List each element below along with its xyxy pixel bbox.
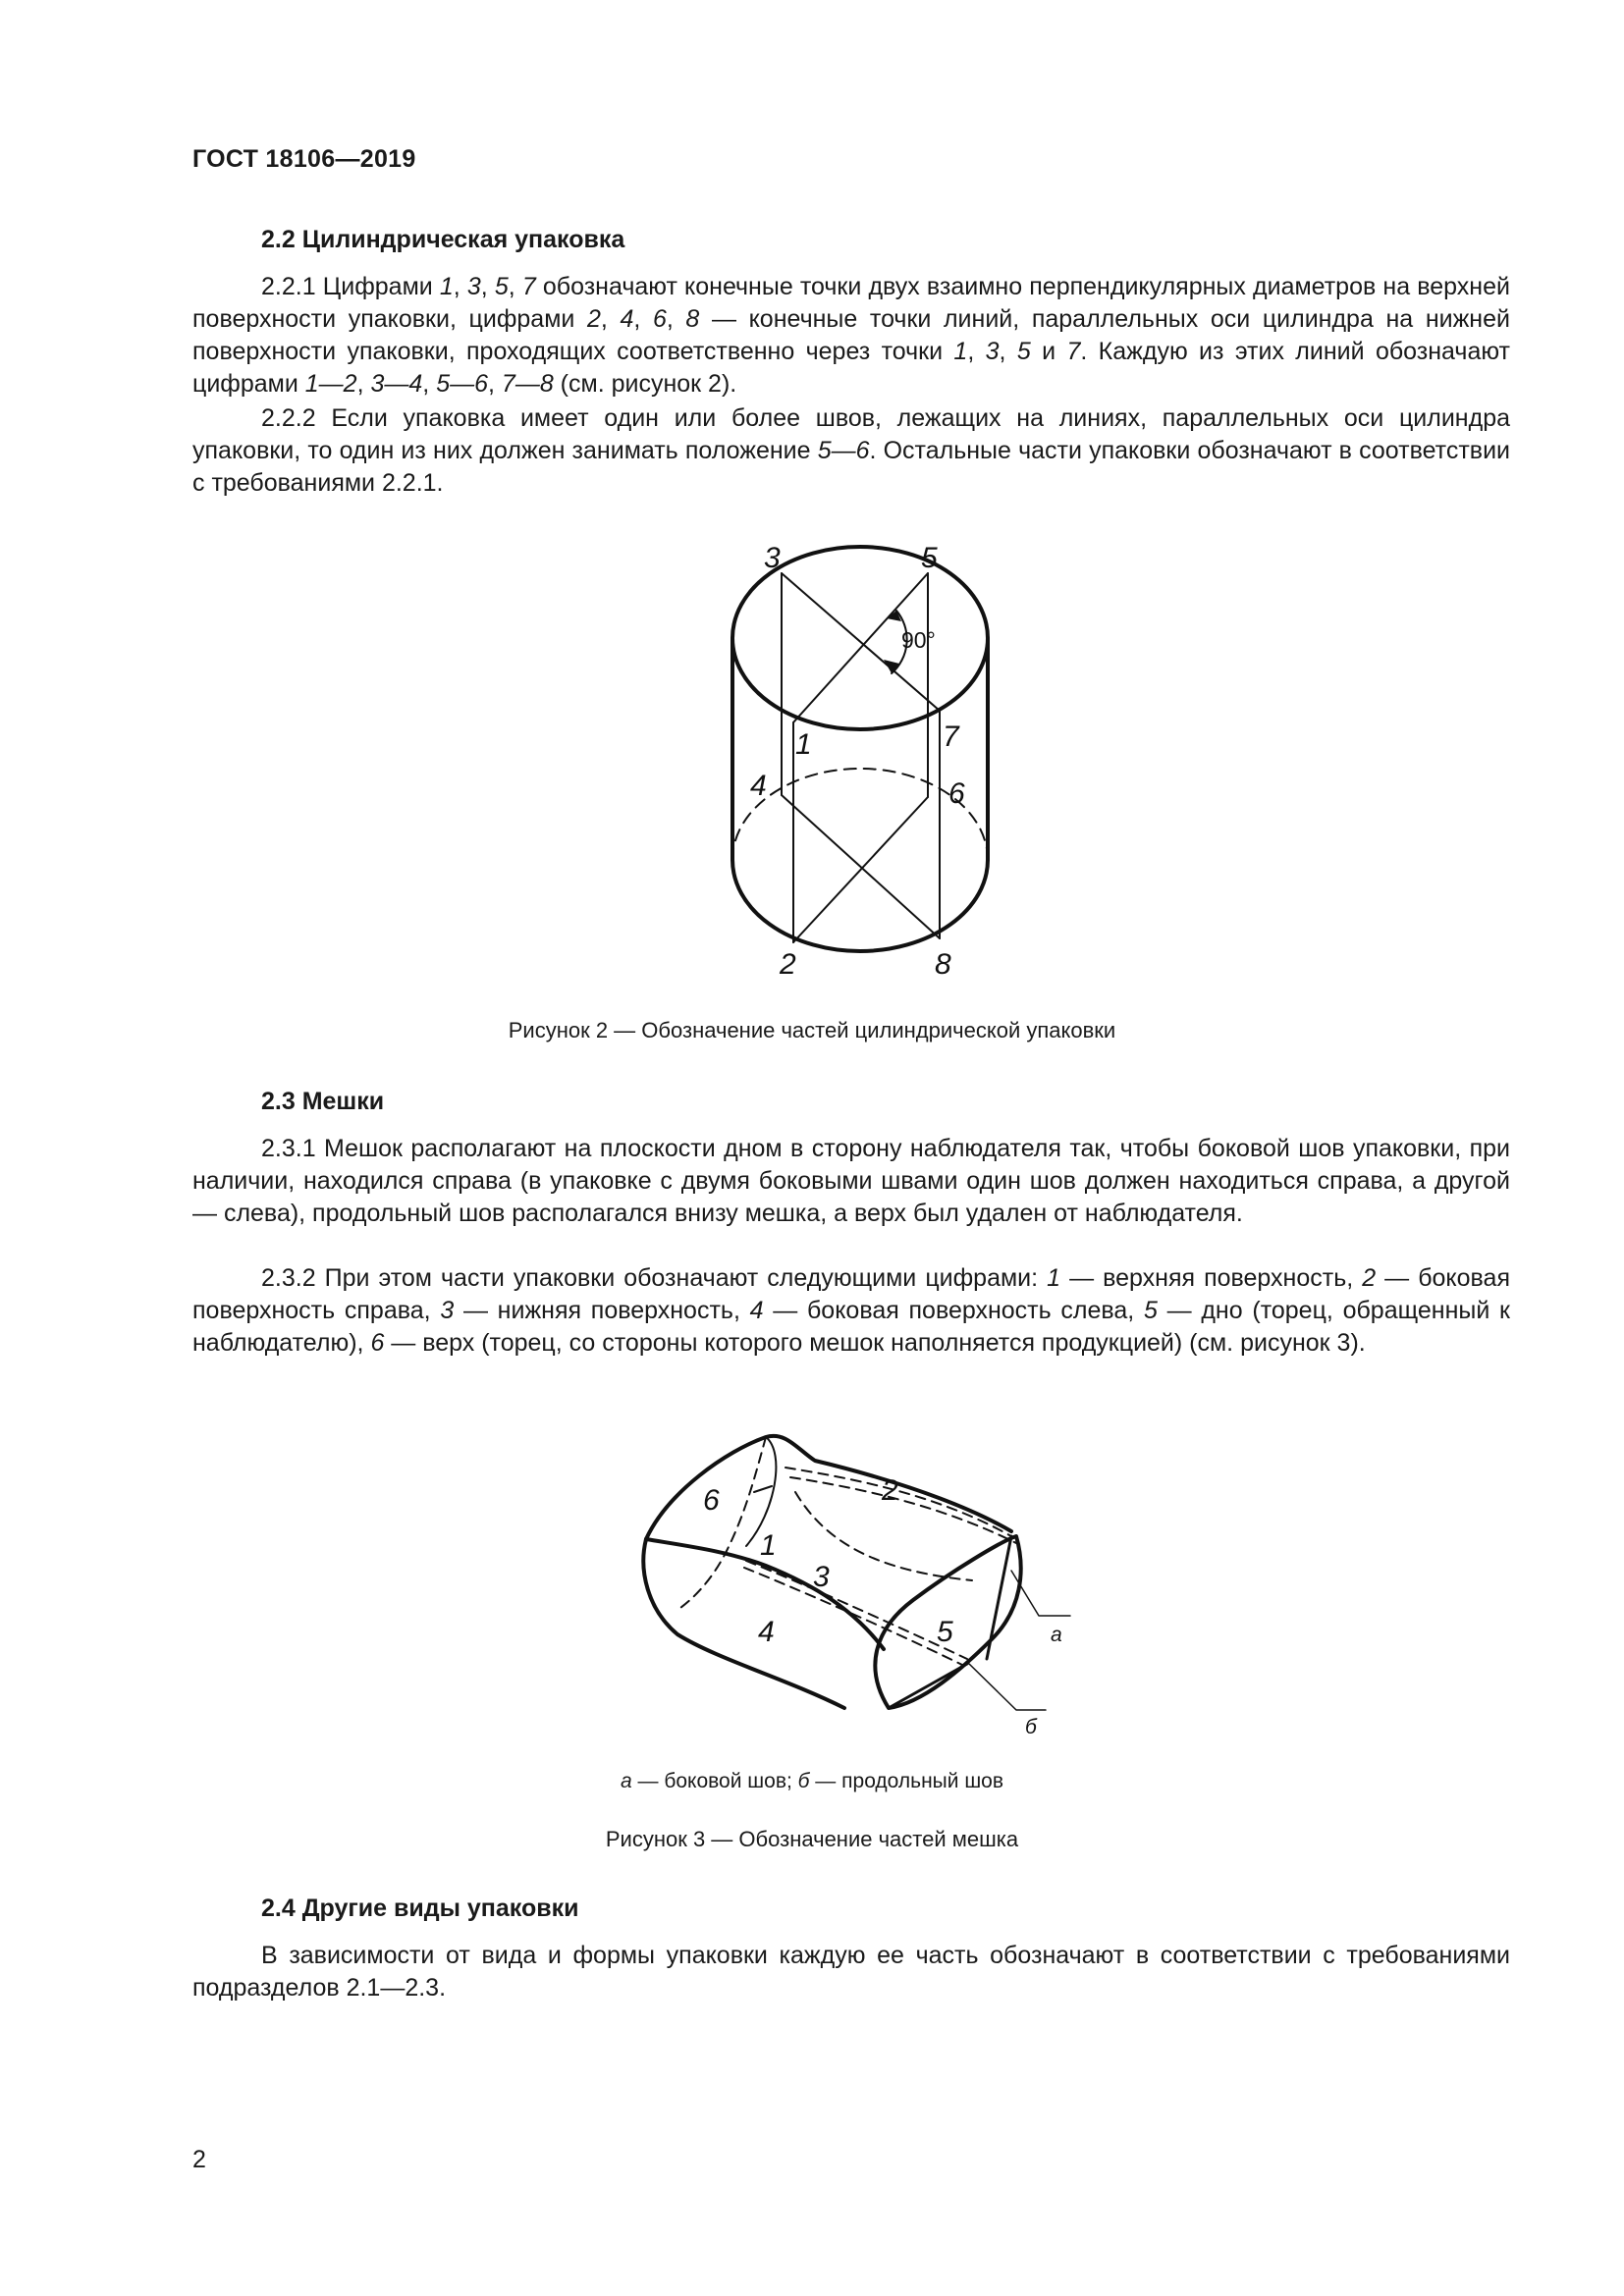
label-5: 5: [937, 1616, 953, 1648]
figure-3-legend: а — боковой шов; б — продольный шов: [620, 1770, 1004, 1792]
label-5: 5: [921, 542, 938, 574]
paragraph-2-3-2: 2.3.2 При этом части упаковки обозначают следующими цифрами: 1 — верхняя поверхность, 2 — боковая поверхность справа, 3 — нижняя поверхность, 4 — боковая поверхность слева, 5 — дно (торец, обращенный к наблюдателю), 6 — верх (торец, со стороны которого мешок наполняется продукцией) (см. рисунок 3).: [192, 1264, 1510, 1357]
label-8: 8: [935, 948, 951, 981]
leader-line-b: [967, 1662, 1046, 1710]
label-7: 7: [943, 721, 959, 753]
label-2: 2: [780, 948, 796, 981]
label-a: а: [1051, 1624, 1062, 1646]
standard-header: ГОСТ 18106—2019: [192, 145, 416, 173]
longitudinal-seam-line: [889, 1664, 967, 1708]
figure-3-caption: Рисунок 3 — Обозначение частей мешка: [605, 1827, 1019, 1851]
label-6: 6: [703, 1484, 720, 1517]
section-2-3-title: 2.3 Мешки: [261, 1088, 385, 1115]
label-6: 6: [948, 777, 965, 810]
section-2-4-title: 2.4 Другие виды упаковки: [261, 1895, 579, 1922]
side-seam-line: [987, 1536, 1011, 1659]
label-4: 4: [758, 1616, 775, 1648]
label-b: б: [1025, 1716, 1037, 1738]
cylinder-bottom-front-arc: [732, 860, 988, 951]
label-1: 1: [795, 728, 812, 761]
paragraph-2-4: В зависимости от вида и формы упаковки каждую ее часть обозначают в соответствии с требованиями подразделов 2.1—2.3.: [192, 1942, 1510, 2002]
paragraph-2-3-1: 2.3.1 Мешок располагают на плоскости дном в сторону наблюдателя так, чтобы боковой шов упаковки, при наличии, находился справа (в упаковке с двумя боковыми швами один шов должен находиться справа, а другой — слева), продольный шов располагался внизу мешка, а верх был удален от наблюдателя.: [192, 1135, 1510, 1227]
section-2-2-title: 2.2 Цилиндрическая упаковка: [261, 226, 625, 253]
label-4: 4: [750, 770, 767, 802]
label-1: 1: [760, 1529, 777, 1562]
label-2: 2: [882, 1474, 898, 1507]
figure-2-caption: Рисунок 2 — Обозначение частей цилиндрической упаковки: [508, 1018, 1116, 1042]
label-angle: 90°: [901, 627, 936, 653]
bottom-diagonal-4-8: [782, 795, 940, 938]
label-3: 3: [764, 542, 781, 574]
paragraph-2-2-1: 2.2.1 Цифрами 1, 3, 5, 7 обозначают конечные точки двух взаимно перпендикулярных диаметров на верхней поверхности упаковки, цифрами 2, 4, 6, 8 — конечные точки линий, параллельных оси цилиндра на нижней поверхности упаковки, проходящих соответственно через точки 1, 3, 5 и 7. Каждую из этих линий обозначают цифрами 1—2, 3—4, 5—6, 7—8 (см. рисунок 2).: [192, 273, 1510, 398]
bottom-diagonal-6-2: [793, 797, 928, 942]
figure-3-sack-diagram: [628, 1414, 1100, 1747]
page-number: 2: [192, 2146, 206, 2173]
seam-tick: [754, 1486, 772, 1492]
angle-arrow-bottom: [884, 660, 899, 673]
figure-2-cylinder-diagram: [687, 530, 1021, 991]
sack-outline-top: [646, 1436, 1011, 1539]
paragraph-2-2-2: 2.2.2 Если упаковка имеет один или более швов, лежащих на линиях, параллельных оси цилиндра упаковки, то один из них должен занимать положение 5—6. Остальные части упаковки обозначают в соответствии с требованиями 2.2.1.: [192, 404, 1510, 497]
label-3: 3: [813, 1561, 830, 1593]
sack-top-end-dashed: [677, 1437, 766, 1610]
